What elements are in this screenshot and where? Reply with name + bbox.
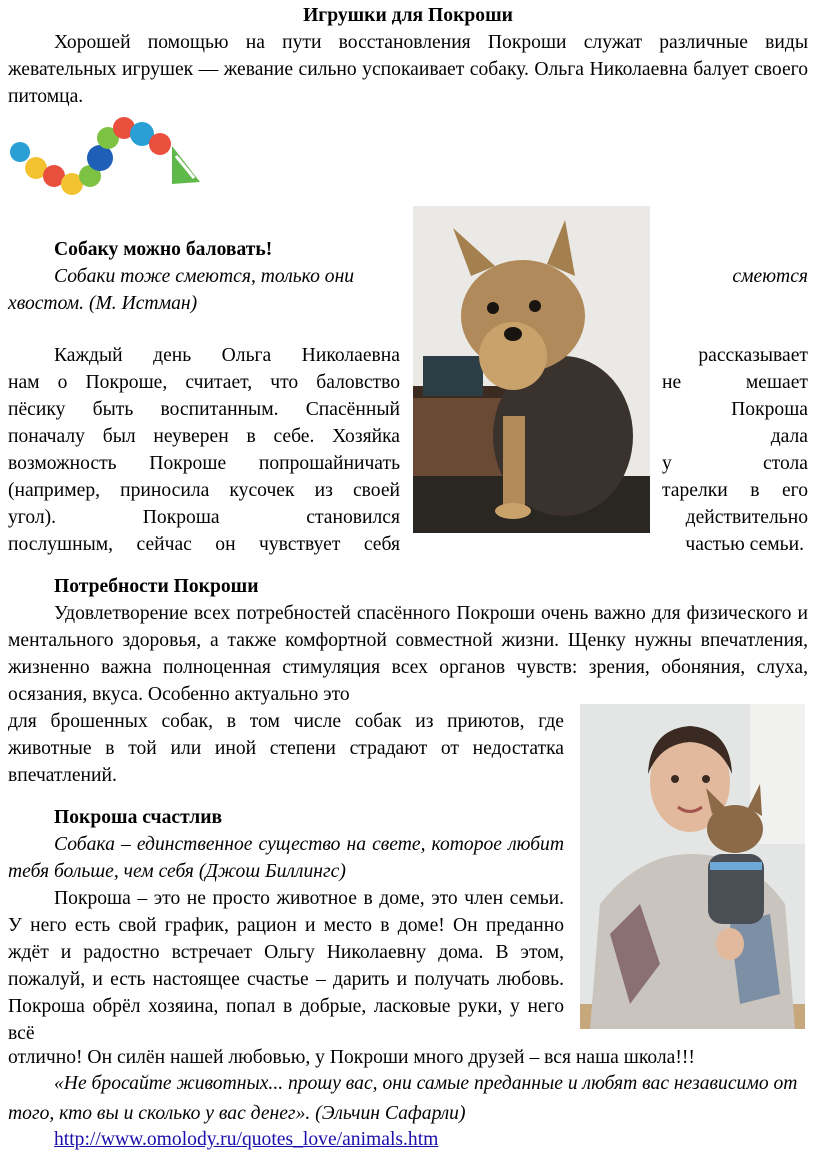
para1-left-1: нам о Покроше, считает, что баловство <box>8 372 400 393</box>
para1-right-1: не мешает <box>662 372 808 393</box>
para1-right-7: частью семьи. <box>685 534 804 555</box>
para1-left-0: Каждый день Ольга Николаевна <box>54 345 400 366</box>
section3-paragraph-end: отлично! Он силён нашей любовью, у Покроши много друзей – вся наша школа!!! <box>8 1047 695 1068</box>
dog-photo <box>413 206 650 533</box>
intro-paragraph: Хорошей помощью на пути восстановления Покроши служат различные виды жевательных игрушек — жевание сильно успокаивает собаку. Ольга Николаевна балует своего питомца. <box>8 32 808 107</box>
section3-quote: Собака – единственное существо на свете, которое любит тебя больше, чем себя (Джош Биллингс) <box>8 834 564 882</box>
para1-right-0: рассказывает <box>698 345 808 366</box>
para1-left-4: возможность Покроше попрошайничать <box>8 453 400 474</box>
page-title: Игрушки для Покроши <box>303 5 513 26</box>
section2-paragraph-cont: для брошенных собак, в том числе собак из приютов, где животные в той или иной степени страдают от недостатка впечатлений. <box>8 711 564 786</box>
para1-right-3: дала <box>770 426 808 447</box>
section3-heading: Покроша счастлив <box>54 807 223 828</box>
section2-heading: Потребности Покроши <box>54 576 259 597</box>
section2-paragraph: Удовлетворение всех потребностей спасённого Покроши очень важно для физического и ментального здоровья, а также комфортной совместной жизни. Щенку нужны впечатления, жизненно важна полноценная стимуляция всех органов чувств: зрения, обоняния, слуха, осязания, вкуса. Особенно актуально это <box>8 603 808 705</box>
para1-left-6: угол). Покроша становился <box>8 507 400 528</box>
closing-quote: «Не бросайте животных... прошу вас, они самые преданные и любят вас независимо от того, кто вы и сколько у вас денег». (Эльчин Сафарли) <box>8 1073 798 1124</box>
section3-paragraph: Покроша – это не просто животное в доме, это член семьи. У него есть свой график, рацион и место в доме! Он преданно ждёт и радостно встречает Ольгу Николаевну дома. В этом, пожалуй, и есть настоящее счастье – дарить и получать любовь. Покроша обрёл хозяина, попал в добрые, ласковые руки, у него всё <box>8 888 564 1044</box>
para1-left-2: пёсику быть воспитанным. Спасённый <box>8 399 400 420</box>
para1-right-5: тарелки в его <box>662 480 808 501</box>
section1-quote-right: смеются <box>732 266 808 287</box>
para1-right-2: Покроша <box>731 399 808 420</box>
section1-quote-cont: хвостом. (М. Истман) <box>8 293 198 314</box>
para1-right-4: у стола <box>662 453 808 474</box>
chew-toy-image <box>4 112 204 198</box>
source-link[interactable]: http://www.omolody.ru/quotes_love/animals.htm <box>54 1129 439 1150</box>
section1-quote-left: Собаки тоже смеются, только они <box>54 266 355 287</box>
para1-right-6: действительно <box>685 507 808 528</box>
owner-with-dog-photo <box>580 704 805 1029</box>
para1-left-7: послушным, сейчас он чувствует себя <box>8 534 400 555</box>
section1-heading: Собаку можно баловать! <box>54 239 273 260</box>
para1-left-3: поначалу был неуверен в себе. Хозяйка <box>8 426 400 447</box>
para1-left-5: (например, приносила кусочек из своей <box>8 480 400 501</box>
